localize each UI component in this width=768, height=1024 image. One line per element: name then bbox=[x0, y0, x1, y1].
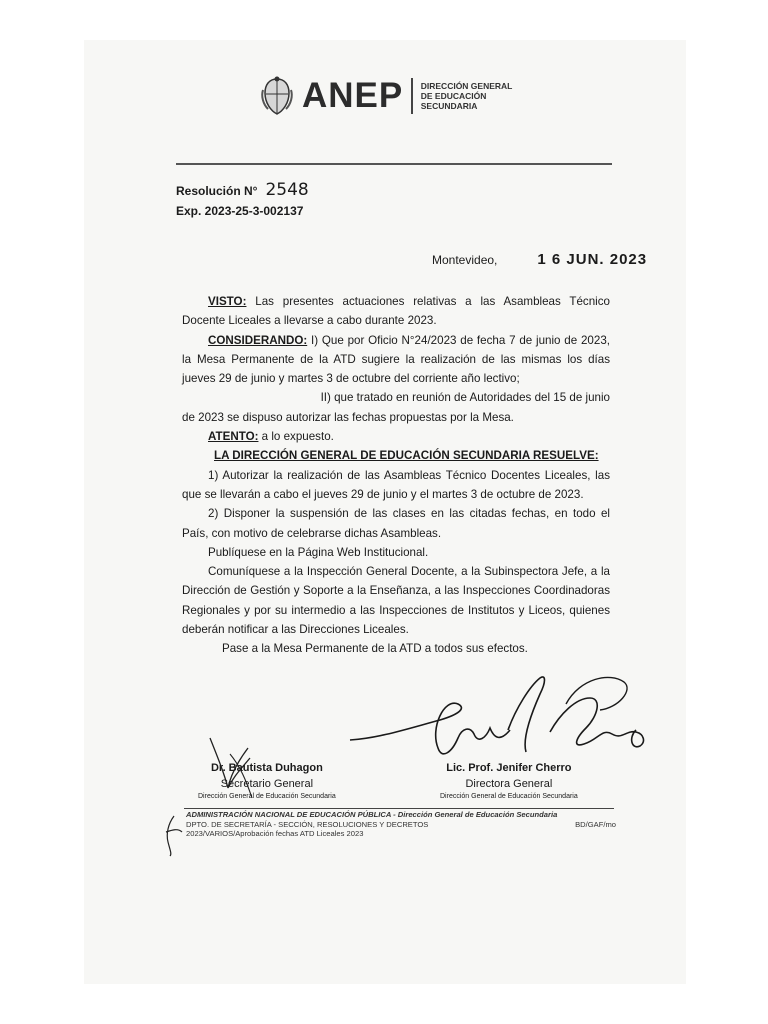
document-footer bbox=[186, 810, 616, 839]
resolution-body bbox=[182, 292, 610, 659]
footer-file-ref: 2023/VARIOS/Aprobación fechas ATD Liceales 2023 bbox=[186, 829, 364, 838]
footer-rule bbox=[184, 808, 614, 809]
coat-of-arms-icon bbox=[260, 76, 294, 116]
resolution-item-1: 1) Autorizar la realización de las Asambleas Técnico Docentes Liceales, las que se llevarán a cabo el jueves 29 de junio y el martes 3 de octubre de 2023. bbox=[182, 468, 610, 501]
atento-paragraph: ATENTO: a lo expuesto. bbox=[208, 430, 334, 444]
visto-paragraph: VISTO: Las presentes actuaciones relativas a las Asambleas Técnico Docente Liceales a llevarse a cabo durante 2023. bbox=[182, 295, 610, 328]
secretary-name: Dr. Bautista Duhagon bbox=[210, 762, 323, 774]
publiquese-paragraph: Publíquese en la Página Web Institucional. bbox=[208, 545, 429, 559]
comuniquese-paragraph: Comuníquese a la Inspección General Docente, a la Subinspectora Jefe, a la Dirección de Gestión y Soporte a la Enseñanza, a las Inspecciones Coordinadoras Regionales y por su intermedio a las Inspecciones de Institutos y Liceos, quienes deberán notificar a las Direcciones Liceales. bbox=[182, 565, 610, 637]
brand-name: ANEP bbox=[302, 76, 404, 115]
pase-paragraph: Pase a la Mesa Permanente de la ATD a todos sus efectos. bbox=[222, 642, 528, 656]
considerando-ii-cont: de 2023 se dispuso autorizar las fechas propuestas por la Mesa. bbox=[182, 410, 514, 424]
resolution-item-2: 2) Disponer la suspensión de las clases en las citadas fechas, en todo el País, con motivo de celebrarse dichas Asambleas. bbox=[182, 507, 610, 540]
anep-logo bbox=[260, 74, 512, 118]
director-role: Directora General bbox=[465, 778, 553, 790]
footer-initials: BD/GAF/mo bbox=[575, 819, 616, 829]
director-name: Lic. Prof. Jenifer Cherro bbox=[446, 762, 572, 774]
secretary-role: Secretario General bbox=[220, 778, 314, 790]
secretary-signature-block bbox=[198, 760, 336, 802]
dependency-name: DIRECCIÓN GENERAL DE EDUCACIÓN SECUNDARIA bbox=[420, 81, 513, 111]
considerando-ii-paragraph: II) que tratado en reunión de Autoridades del 15 de junio bbox=[320, 391, 610, 405]
handwritten-number: 2548 bbox=[265, 180, 309, 200]
footer-department: DPTO. DE SECRETARÍA - SECCIÓN, RESOLUCIONES Y DECRETOS bbox=[186, 819, 429, 829]
considerando-paragraph: CONSIDERANDO: I) Que por Oficio N°24/2023 de fecha 7 de junio de 2023, la Mesa Permanente de la ATD sugiere la realización de las mismas los días jueves 29 de junio y martes 3 de octubre del corriente año lectivo; bbox=[182, 333, 610, 386]
header-rule bbox=[176, 163, 612, 165]
document-date: Montevideo, 1 6 JUN. 2023 bbox=[432, 251, 648, 268]
expediente: Exp. 2023-25-3-002137 bbox=[176, 204, 304, 218]
footer-institution: ADMINISTRACIÓN NACIONAL DE EDUCACIÓN PÚBLICA - Dirección General de Educación Secundaria bbox=[186, 810, 558, 819]
director-signature-block bbox=[440, 760, 578, 802]
handwritten-initial-mark bbox=[160, 812, 186, 858]
secretary-unit: Dirección General de Educación Secundaria bbox=[198, 793, 336, 800]
resolution-number: Resolución N° 2548 bbox=[176, 180, 309, 200]
brand-divider bbox=[411, 78, 413, 114]
director-unit: Dirección General de Educación Secundaria bbox=[440, 793, 578, 800]
date-stamp: 1 6 JUN. 2023 bbox=[537, 251, 648, 268]
resuelve-heading: LA DIRECCIÓN GENERAL DE EDUCACIÓN SECUNDARIA RESUELVE: bbox=[214, 449, 599, 463]
